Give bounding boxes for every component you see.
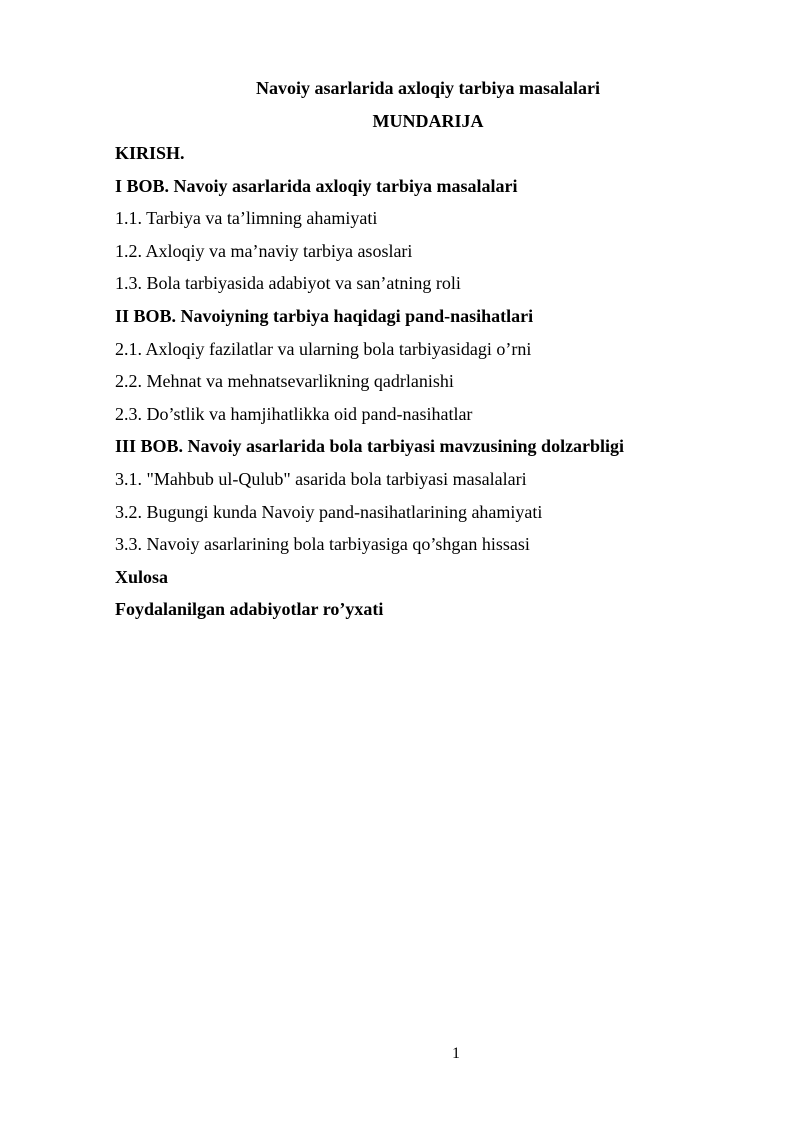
document-title: Navoiy asarlarida axloqiy tarbiya masalalari — [256, 78, 600, 98]
toc-item-1-2: 1.2. Axloqiy va ma’naviy tarbiya asoslari — [115, 240, 413, 261]
toc-item-chapter-2: II BOB. Navoiyning tarbiya haqidagi pand-nasihatlari — [115, 305, 534, 326]
page-number: 1 — [452, 1045, 460, 1062]
toc-item-chapter-3: III BOB. Navoiy asarlarida bola tarbiyasi mavzusining dolzarbligi — [115, 436, 625, 457]
table-of-contents — [115, 141, 735, 630]
toc-item-kirish: KIRISH. — [115, 143, 185, 163]
toc-item-3-3: 3.3. Navoiy asarlarining bola tarbiyasiga qo’shgan hissasi — [115, 534, 530, 555]
toc-item-2-2: 2.2. Mehnat va mehnatsevarlikning qadrlanishi — [115, 371, 454, 392]
toc-item-1-3: 1.3. Bola tarbiyasida adabiyot va san’atning roli — [115, 273, 461, 294]
toc-item-3-2: 3.2. Bugungi kunda Navoiy pand-nasihatlarining ahamiyati — [115, 501, 543, 522]
toc-item-chapter-1: I BOB. Navoiy asarlarida axloqiy tarbiya masalalari — [115, 175, 518, 196]
toc-item-bibliography: Foydalanilgan adabiyotlar ro’yxati — [115, 599, 384, 620]
toc-item-conclusion: Xulosa — [115, 566, 169, 587]
toc-item-3-1: 3.1. "Mahbub ul-Qulub" asarida bola tarbiyasi masalalari — [115, 468, 527, 489]
toc-item-2-3: 2.3. Do’stlik va hamjihatlikka oid pand-nasihatlar — [115, 403, 473, 424]
toc-item-1-1: 1.1. Tarbiya va ta’limning ahamiyati — [115, 208, 378, 229]
toc-item-2-1: 2.1. Axloqiy fazilatlar va ularning bola tarbiyasidagi o’rni — [115, 338, 532, 359]
toc-heading: MUNDARIJA — [372, 111, 484, 131]
